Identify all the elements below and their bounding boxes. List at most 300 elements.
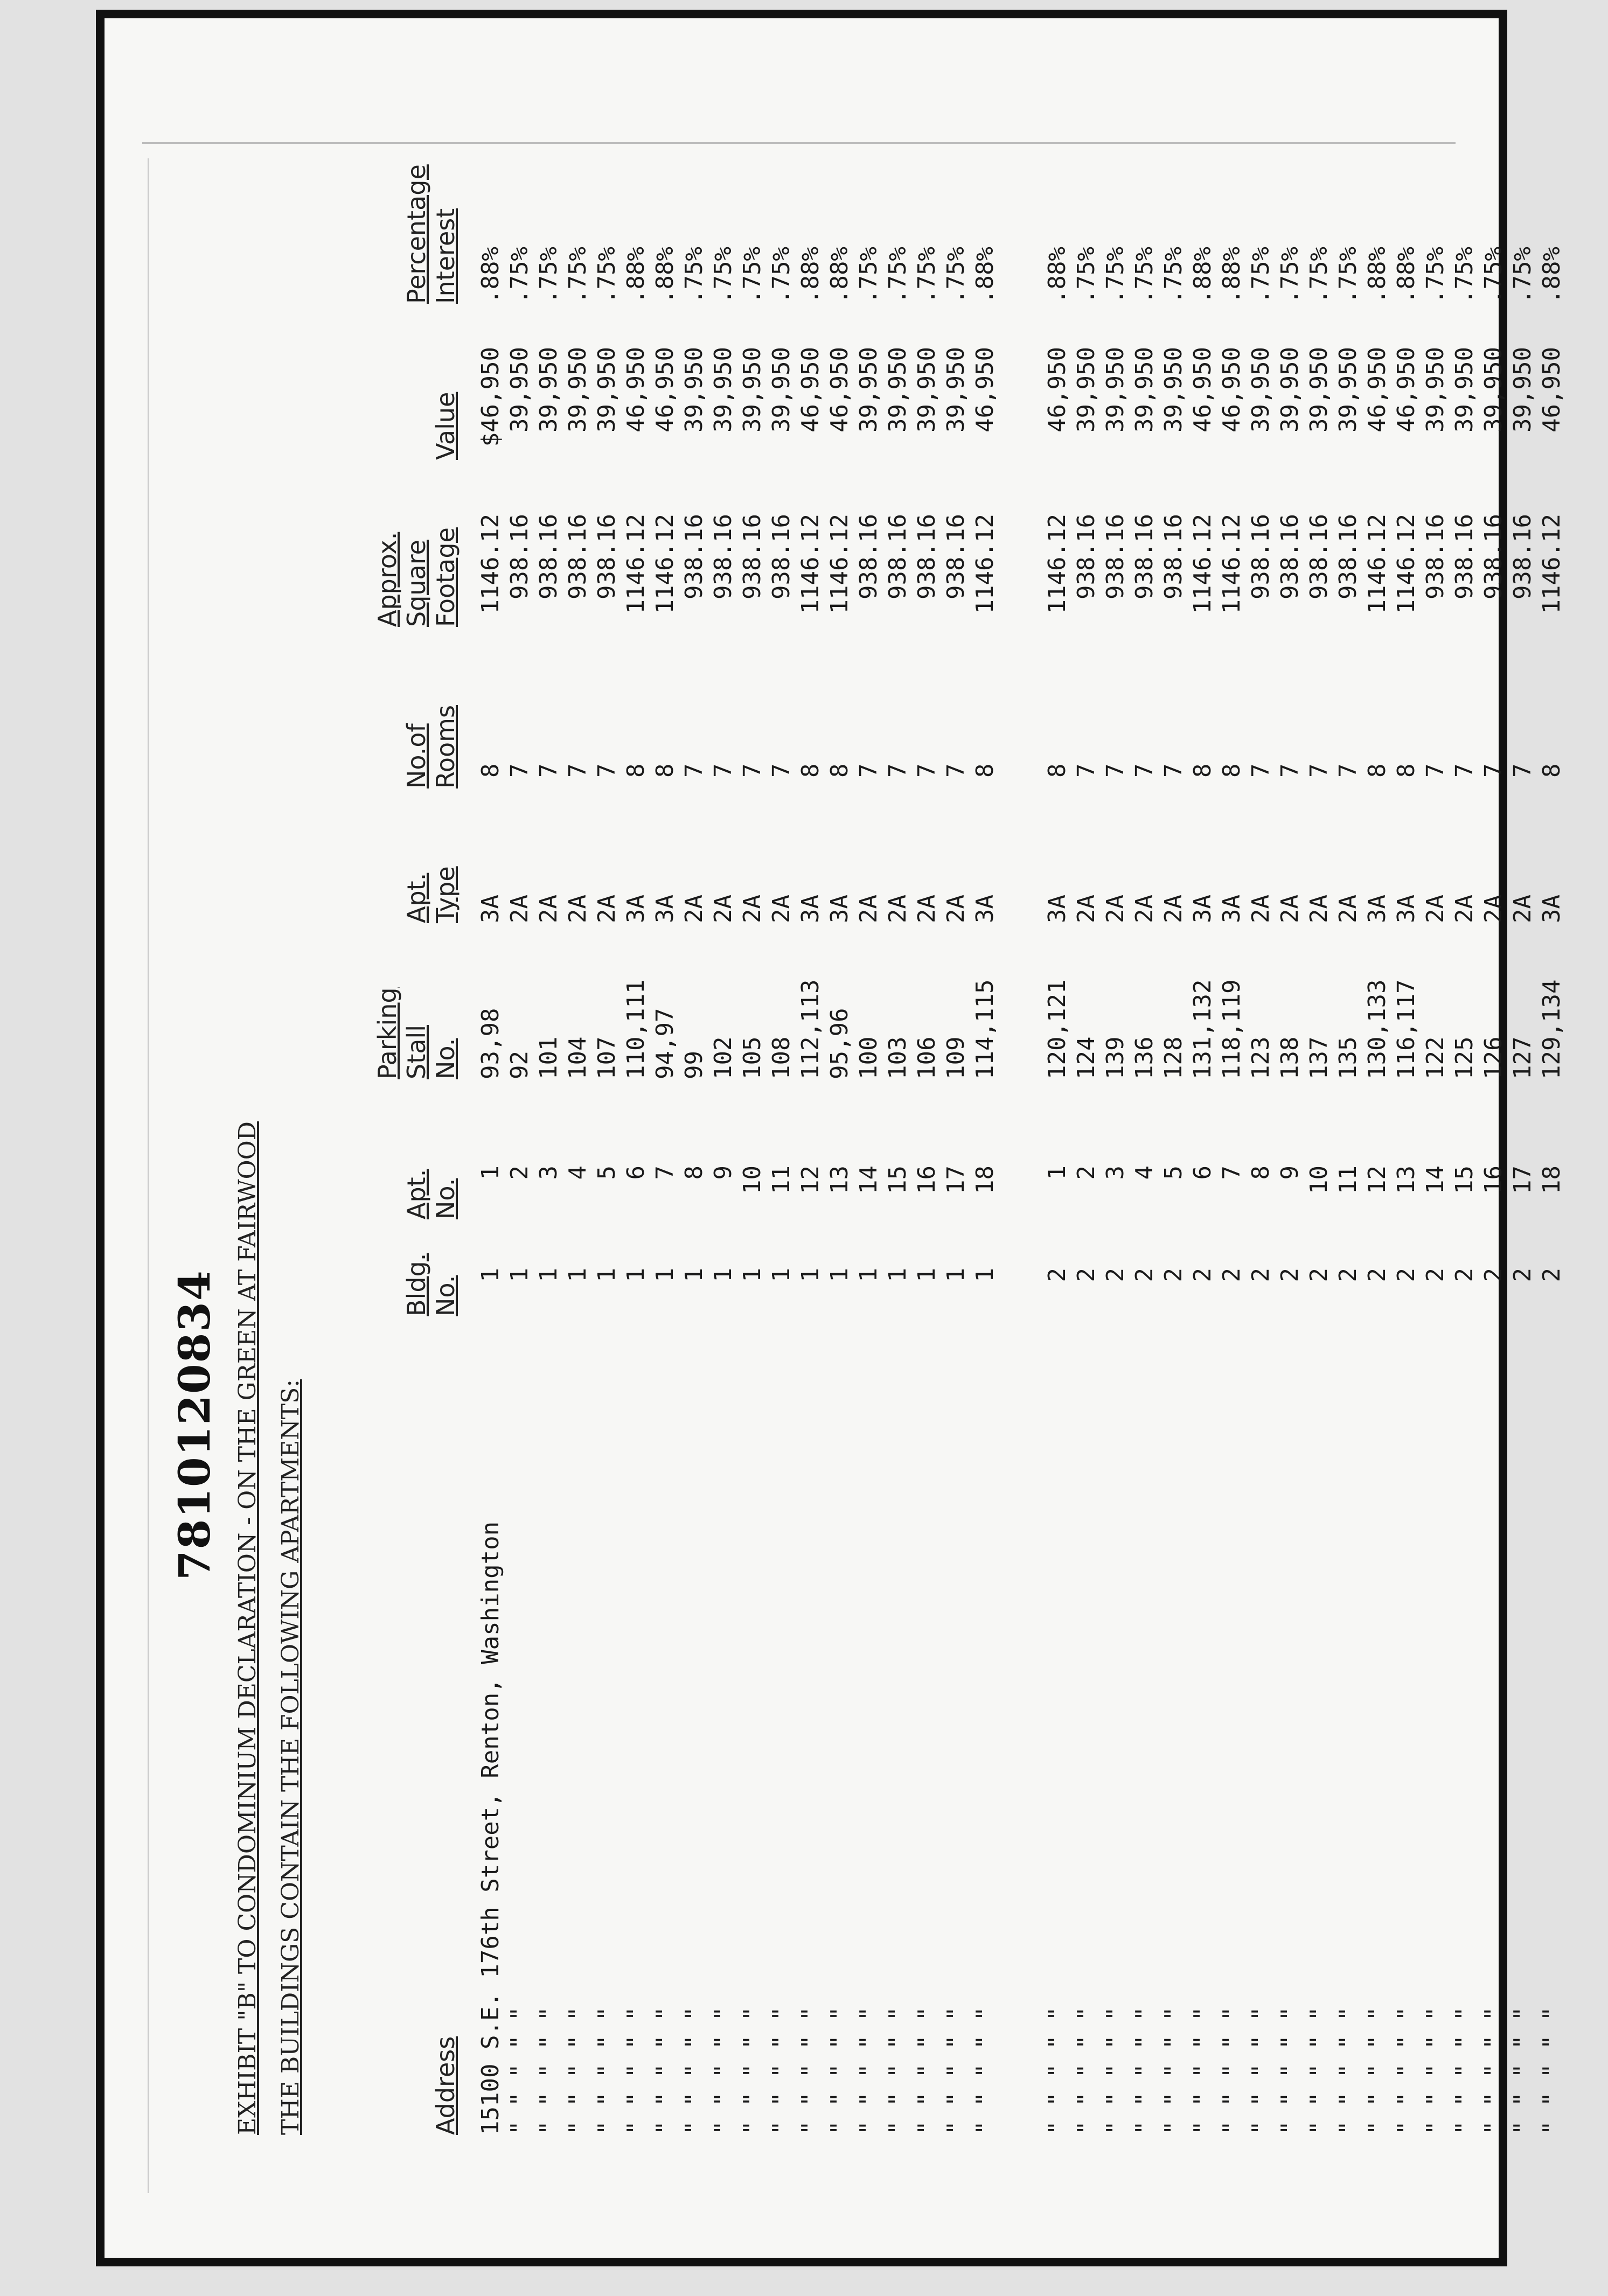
pct-cell: .75% <box>680 247 708 304</box>
apt-cell: 18 <box>971 1166 999 1194</box>
rooms-cell: 8 <box>1189 763 1216 778</box>
bldg-cell: 2 <box>1480 1268 1507 1282</box>
type-cell: 2A <box>1247 895 1275 923</box>
address-cell: " " " " " <box>971 2006 999 2135</box>
value-cell: 39,950 <box>1451 347 1478 432</box>
bldg-cell: 2 <box>1393 1268 1420 1282</box>
rooms-cell: 7 <box>1451 763 1478 778</box>
bldg-cell: 2 <box>1073 1268 1100 1282</box>
stall-cell: 139 <box>1102 1036 1129 1079</box>
apt-cell: 6 <box>622 1166 650 1180</box>
address-cell: " " " " " <box>1189 2006 1216 2135</box>
apt-cell: 1 <box>477 1166 504 1180</box>
bldg-cell: 1 <box>855 1268 882 1282</box>
table-row <box>1537 169 1567 2135</box>
pct-cell: .75% <box>855 247 882 304</box>
address-cell: " " " " " <box>1538 2006 1565 2135</box>
pct-cell: .75% <box>1334 247 1362 304</box>
sqft-cell: 938.16 <box>506 514 533 599</box>
pct-cell: .75% <box>1509 247 1536 304</box>
rooms-cell: 7 <box>535 763 562 778</box>
sqft-cell: 938.16 <box>564 514 591 599</box>
stall-cell: 128 <box>1160 1036 1187 1079</box>
type-cell: 3A <box>1538 895 1565 923</box>
bldg-cell: 1 <box>477 1268 504 1282</box>
value-cell: 46,950 <box>1043 347 1071 432</box>
address-cell: " " " " " <box>768 2006 795 2135</box>
type-cell: 3A <box>971 895 999 923</box>
rooms-cell: 7 <box>1334 763 1362 778</box>
table-row <box>1072 169 1101 2135</box>
rooms-cell: 7 <box>1160 763 1187 778</box>
bldg-cell: 2 <box>1305 1268 1333 1282</box>
exhibit-subtitle: THE BUILDINGS CONTAIN THE FOLLOWING APARTMENTS: <box>277 1379 304 2135</box>
value-cell: 46,950 <box>826 347 853 432</box>
type-cell: 2A <box>1305 895 1333 923</box>
address-cell: " " " " " <box>739 2006 766 2135</box>
address-cell: " " " " " <box>1160 2006 1187 2135</box>
type-cell: 3A <box>651 895 679 923</box>
type-cell: 2A <box>884 895 911 923</box>
type-cell: 2A <box>855 895 882 923</box>
bldg-cell: 1 <box>797 1268 824 1282</box>
table-row <box>1247 169 1276 2135</box>
table-row <box>1159 169 1188 2135</box>
address-cell: " " " " " <box>506 2006 533 2135</box>
pct-cell: .75% <box>913 247 941 304</box>
type-cell: 3A <box>1363 895 1391 923</box>
column-headers <box>325 164 460 2135</box>
apt-cell: 9 <box>1276 1166 1304 1180</box>
rooms-cell: 7 <box>1305 763 1333 778</box>
address-cell: " " " " " <box>1073 2006 1100 2135</box>
rooms-cell: 8 <box>1393 763 1420 778</box>
value-cell: 39,950 <box>1073 347 1100 432</box>
address-cell: " " " " " <box>709 2006 737 2135</box>
pct-cell: .88% <box>1218 247 1245 304</box>
value-cell: 46,950 <box>622 347 650 432</box>
stall-cell: 93,98 <box>477 1008 504 1079</box>
apt-cell: 6 <box>1189 1166 1216 1180</box>
pct-cell: .75% <box>768 247 795 304</box>
value-cell: 39,950 <box>739 347 766 432</box>
sqft-cell: 938.16 <box>884 514 911 599</box>
value-cell: 46,950 <box>1363 347 1391 432</box>
table-row <box>505 169 534 2135</box>
address-cell: " " " " " <box>1247 2006 1275 2135</box>
apt-cell: 14 <box>1422 1166 1449 1194</box>
pct-cell: .88% <box>971 247 999 304</box>
pct-cell: .75% <box>593 247 621 304</box>
table-row <box>767 169 796 2135</box>
group-gap <box>1000 169 1043 2135</box>
header-percentage: Percentage Interest <box>402 164 460 304</box>
apt-cell: 18 <box>1538 1166 1565 1194</box>
rooms-cell: 7 <box>1509 763 1536 778</box>
header-rooms: No.of Rooms <box>402 705 460 788</box>
value-cell: 46,950 <box>797 347 824 432</box>
table-row <box>593 169 622 2135</box>
sqft-cell: 938.16 <box>913 514 941 599</box>
type-cell: 2A <box>1422 895 1449 923</box>
table-row <box>971 169 1000 2135</box>
apt-cell: 12 <box>1363 1166 1391 1194</box>
apt-cell: 4 <box>1131 1166 1158 1180</box>
type-cell: 2A <box>768 895 795 923</box>
value-cell: 39,950 <box>1422 347 1449 432</box>
apt-cell: 17 <box>1509 1166 1536 1194</box>
pct-cell: .75% <box>506 247 533 304</box>
table-row <box>1479 169 1508 2135</box>
address-cell: " " " " " <box>1131 2006 1158 2135</box>
rooms-cell: 8 <box>622 763 650 778</box>
sqft-cell: 1146.12 <box>797 514 824 614</box>
stall-cell: 129,134 <box>1538 979 1565 1079</box>
pct-cell: .88% <box>1189 247 1216 304</box>
rooms-cell: 7 <box>768 763 795 778</box>
type-cell: 3A <box>1218 895 1245 923</box>
type-cell: 3A <box>1393 895 1420 923</box>
stall-cell: 110,111 <box>622 979 650 1079</box>
bldg-cell: 1 <box>913 1268 941 1282</box>
value-cell: 39,950 <box>709 347 737 432</box>
sqft-cell: 1146.12 <box>971 514 999 614</box>
address-cell: " " " " " <box>1509 2006 1536 2135</box>
table-row <box>1217 169 1247 2135</box>
type-cell: 3A <box>477 895 504 923</box>
sqft-cell: 938.16 <box>768 514 795 599</box>
rooms-cell: 7 <box>564 763 591 778</box>
value-cell: 39,950 <box>942 347 970 432</box>
value-cell: 39,950 <box>855 347 882 432</box>
bldg-cell: 1 <box>709 1268 737 1282</box>
apt-cell: 3 <box>1102 1166 1129 1180</box>
bldg-cell: 2 <box>1538 1268 1565 1282</box>
pct-cell: .88% <box>622 247 650 304</box>
address-cell: " " " " " <box>884 2006 911 2135</box>
value-cell: 39,950 <box>535 347 562 432</box>
rotated-content <box>105 137 1565 2173</box>
sqft-cell: 938.16 <box>739 514 766 599</box>
stall-cell: 112,113 <box>797 979 824 1079</box>
address-cell: " " " " " <box>1305 2006 1333 2135</box>
table-row <box>883 169 913 2135</box>
apt-cell: 10 <box>739 1166 766 1194</box>
value-cell: 39,950 <box>1160 347 1187 432</box>
sqft-cell: 1146.12 <box>477 514 504 614</box>
type-cell: 2A <box>1509 895 1536 923</box>
value-cell: 39,950 <box>913 347 941 432</box>
apt-cell: 1 <box>1043 1166 1071 1180</box>
value-cell: 39,950 <box>768 347 795 432</box>
sqft-cell: 938.16 <box>1102 514 1129 599</box>
table-row <box>680 169 709 2135</box>
type-cell: 2A <box>1102 895 1129 923</box>
table-row <box>913 169 942 2135</box>
rooms-cell: 7 <box>680 763 708 778</box>
bldg-cell: 1 <box>622 1268 650 1282</box>
address-cell: " " " " " <box>942 2006 970 2135</box>
stall-cell: 136 <box>1131 1036 1158 1079</box>
address-cell: " " " " " <box>1480 2006 1507 2135</box>
table-row <box>1101 169 1130 2135</box>
stall-cell: 114,115 <box>971 979 999 1079</box>
bldg-cell: 2 <box>1422 1268 1449 1282</box>
stall-cell: 125 <box>1451 1036 1478 1079</box>
type-cell: 2A <box>506 895 533 923</box>
address-cell: " " " " " <box>680 2006 708 2135</box>
bldg-cell: 2 <box>1218 1268 1245 1282</box>
pct-cell: .75% <box>564 247 591 304</box>
table-row <box>622 169 651 2135</box>
stall-cell: 109 <box>942 1036 970 1079</box>
bldg-cell: 1 <box>884 1268 911 1282</box>
header-address: Address <box>431 2036 460 2135</box>
sqft-cell: 1146.12 <box>622 514 650 614</box>
address-cell: " " " " " <box>1043 2006 1071 2135</box>
rooms-cell: 8 <box>477 763 504 778</box>
address-cell: " " " " " <box>826 2006 853 2135</box>
stall-cell: 107 <box>593 1036 621 1079</box>
value-cell: 39,950 <box>1480 347 1507 432</box>
apt-cell: 8 <box>680 1166 708 1180</box>
stall-cell: 138 <box>1276 1036 1304 1079</box>
pct-cell: .75% <box>1160 247 1187 304</box>
pct-cell: .75% <box>1422 247 1449 304</box>
table-row <box>1334 169 1363 2135</box>
bldg-cell: 1 <box>739 1268 766 1282</box>
type-cell: 2A <box>1073 895 1100 923</box>
value-cell: 39,950 <box>1102 347 1129 432</box>
rooms-cell: 7 <box>709 763 737 778</box>
address-cell: " " " " " <box>622 2006 650 2135</box>
rooms-cell: 7 <box>1422 763 1449 778</box>
value-cell: 46,950 <box>1189 347 1216 432</box>
stall-cell: 126 <box>1480 1036 1507 1079</box>
bldg-cell: 2 <box>1509 1268 1536 1282</box>
stall-cell: 104 <box>564 1036 591 1079</box>
sqft-cell: 1146.12 <box>1363 514 1391 614</box>
address-cell: " " " " " <box>1422 2006 1449 2135</box>
apt-cell: 5 <box>593 1166 621 1180</box>
value-cell: 39,950 <box>680 347 708 432</box>
value-cell: 39,950 <box>1509 347 1536 432</box>
sqft-cell: 1146.12 <box>651 514 679 614</box>
value-cell: 39,950 <box>564 347 591 432</box>
value-cell: 39,950 <box>1247 347 1275 432</box>
value-cell: 39,950 <box>1131 347 1158 432</box>
address-cell: " " " " " <box>797 2006 824 2135</box>
bldg-cell: 2 <box>1276 1268 1304 1282</box>
type-cell: 2A <box>1131 895 1158 923</box>
address-cell: 15100 S.E. 176th Street, Renton, Washington <box>477 1521 504 2135</box>
type-cell: 3A <box>1043 895 1071 923</box>
rooms-cell: 7 <box>942 763 970 778</box>
sqft-cell: 938.16 <box>855 514 882 599</box>
type-cell: 3A <box>826 895 853 923</box>
header-value: Value <box>431 392 460 460</box>
rooms-cell: 7 <box>593 763 621 778</box>
apt-cell: 3 <box>535 1166 562 1180</box>
pct-cell: .88% <box>1363 247 1391 304</box>
bldg-cell: 1 <box>506 1268 533 1282</box>
table-row <box>476 169 505 2135</box>
rooms-cell: 8 <box>1043 763 1071 778</box>
bldg-cell: 2 <box>1363 1268 1391 1282</box>
apt-cell: 8 <box>1247 1166 1275 1180</box>
stall-cell: 108 <box>768 1036 795 1079</box>
header-apt-no: Apt. No. <box>402 1169 460 1219</box>
table-row <box>1043 169 1072 2135</box>
bldg-cell: 1 <box>651 1268 679 1282</box>
address-cell: " " " " " <box>1334 2006 1362 2135</box>
table-row <box>1130 169 1159 2135</box>
rooms-cell: 7 <box>1276 763 1304 778</box>
bldg-cell: 1 <box>942 1268 970 1282</box>
header-square-footage: Approx. Square Footage <box>373 527 460 627</box>
address-cell: " " " " " <box>1393 2006 1420 2135</box>
stall-cell: 100 <box>855 1036 882 1079</box>
stall-cell: 135 <box>1334 1036 1362 1079</box>
document-page <box>96 10 1565 2266</box>
sqft-cell: 938.16 <box>1131 514 1158 599</box>
stall-cell: 127 <box>1509 1036 1536 1079</box>
bldg-cell: 1 <box>768 1268 795 1282</box>
pct-cell: .75% <box>1451 247 1478 304</box>
rooms-cell: 8 <box>1538 763 1565 778</box>
bldg-cell: 1 <box>680 1268 708 1282</box>
table-row <box>534 169 563 2135</box>
apt-cell: 10 <box>1305 1166 1333 1194</box>
stall-cell: 137 <box>1305 1036 1333 1079</box>
stall-cell: 99 <box>680 1051 708 1079</box>
sqft-cell: 938.16 <box>593 514 621 599</box>
apt-cell: 2 <box>506 1166 533 1180</box>
stall-cell: 122 <box>1422 1036 1449 1079</box>
type-cell: 3A <box>622 895 650 923</box>
apt-cell: 9 <box>709 1166 737 1180</box>
value-cell: 46,950 <box>1218 347 1245 432</box>
type-cell: 2A <box>739 895 766 923</box>
rooms-cell: 7 <box>1073 763 1100 778</box>
apt-cell: 17 <box>942 1166 970 1194</box>
type-cell: 2A <box>535 895 562 923</box>
value-cell: 39,950 <box>1276 347 1304 432</box>
rooms-cell: 7 <box>506 763 533 778</box>
apt-cell: 13 <box>826 1166 853 1194</box>
pct-cell: .75% <box>884 247 911 304</box>
type-cell: 2A <box>564 895 591 923</box>
table-row <box>563 169 593 2135</box>
stall-cell: 102 <box>709 1036 737 1079</box>
pct-cell: .75% <box>1131 247 1158 304</box>
sqft-cell: 938.16 <box>1276 514 1304 599</box>
address-cell: " " " " " <box>1363 2006 1391 2135</box>
value-cell: 39,950 <box>506 347 533 432</box>
value-cell: 46,950 <box>971 347 999 432</box>
stall-cell: 101 <box>535 1036 562 1079</box>
exhibit-title: EXHIBIT "B" TO CONDOMINIUM DECLARATION - ON THE GREEN AT FAIRWOOD <box>234 1121 261 2135</box>
apt-cell: 7 <box>651 1166 679 1180</box>
stall-cell: 118,119 <box>1218 979 1245 1079</box>
pct-cell: .75% <box>535 247 562 304</box>
header-parking-stall: Parking Stall No. <box>373 987 460 1079</box>
apt-cell: 16 <box>1480 1166 1507 1194</box>
table-row <box>1305 169 1334 2135</box>
rooms-cell: 7 <box>1247 763 1275 778</box>
type-cell: 2A <box>1451 895 1478 923</box>
sqft-cell: 938.16 <box>1480 514 1507 599</box>
rooms-cell: 8 <box>826 763 853 778</box>
apt-cell: 2 <box>1073 1166 1100 1180</box>
recording-number: 7810120834 <box>169 1269 220 1580</box>
type-cell: 2A <box>593 895 621 923</box>
stall-cell: 120,121 <box>1043 979 1071 1079</box>
type-cell: 3A <box>1189 895 1216 923</box>
address-cell: " " " " " <box>564 2006 591 2135</box>
value-cell: 39,950 <box>1305 347 1333 432</box>
stall-cell: 94,97 <box>651 1008 679 1079</box>
bldg-cell: 1 <box>564 1268 591 1282</box>
stall-cell: 105 <box>739 1036 766 1079</box>
type-cell: 2A <box>913 895 941 923</box>
address-cell: " " " " " <box>913 2006 941 2135</box>
value-cell: 46,950 <box>1538 347 1565 432</box>
table-row <box>738 169 767 2135</box>
stall-cell: 103 <box>884 1036 911 1079</box>
sqft-cell: 1146.12 <box>1043 514 1071 614</box>
bldg-cell: 1 <box>535 1268 562 1282</box>
address-cell: " " " " " <box>1276 2006 1304 2135</box>
table-row <box>1276 169 1305 2135</box>
pct-cell: .75% <box>942 247 970 304</box>
sqft-cell: 938.16 <box>535 514 562 599</box>
rooms-cell: 7 <box>884 763 911 778</box>
pct-cell: .75% <box>1305 247 1333 304</box>
value-cell: 39,950 <box>593 347 621 432</box>
table-row <box>1363 169 1392 2135</box>
type-cell: 2A <box>1334 895 1362 923</box>
apt-cell: 7 <box>1218 1166 1245 1180</box>
apt-cell: 11 <box>768 1166 795 1194</box>
table-row <box>942 169 971 2135</box>
header-apt-type: Apt. Type <box>402 866 460 923</box>
pct-cell: .88% <box>477 247 504 304</box>
address-cell: " " " " " <box>1218 2006 1245 2135</box>
table-row <box>854 169 883 2135</box>
table-row <box>825 169 854 2135</box>
address-cell: " " " " " <box>1451 2006 1478 2135</box>
sqft-cell: 938.16 <box>1451 514 1478 599</box>
sqft-cell: 938.16 <box>1305 514 1333 599</box>
bldg-cell: 2 <box>1189 1268 1216 1282</box>
sqft-cell: 1146.12 <box>1393 514 1420 614</box>
stall-cell: 124 <box>1073 1036 1100 1079</box>
type-cell: 2A <box>1480 895 1507 923</box>
pct-cell: .88% <box>651 247 679 304</box>
sqft-cell: 938.16 <box>1334 514 1362 599</box>
pct-cell: .75% <box>1480 247 1507 304</box>
table-row <box>796 169 825 2135</box>
sqft-cell: 1146.12 <box>826 514 853 614</box>
sqft-cell: 938.16 <box>1247 514 1275 599</box>
sqft-cell: 1146.12 <box>1218 514 1245 614</box>
stall-cell: 123 <box>1247 1036 1275 1079</box>
type-cell: 3A <box>797 895 824 923</box>
bldg-cell: 2 <box>1247 1268 1275 1282</box>
stall-cell: 95,96 <box>826 1008 853 1079</box>
rooms-cell: 7 <box>1102 763 1129 778</box>
